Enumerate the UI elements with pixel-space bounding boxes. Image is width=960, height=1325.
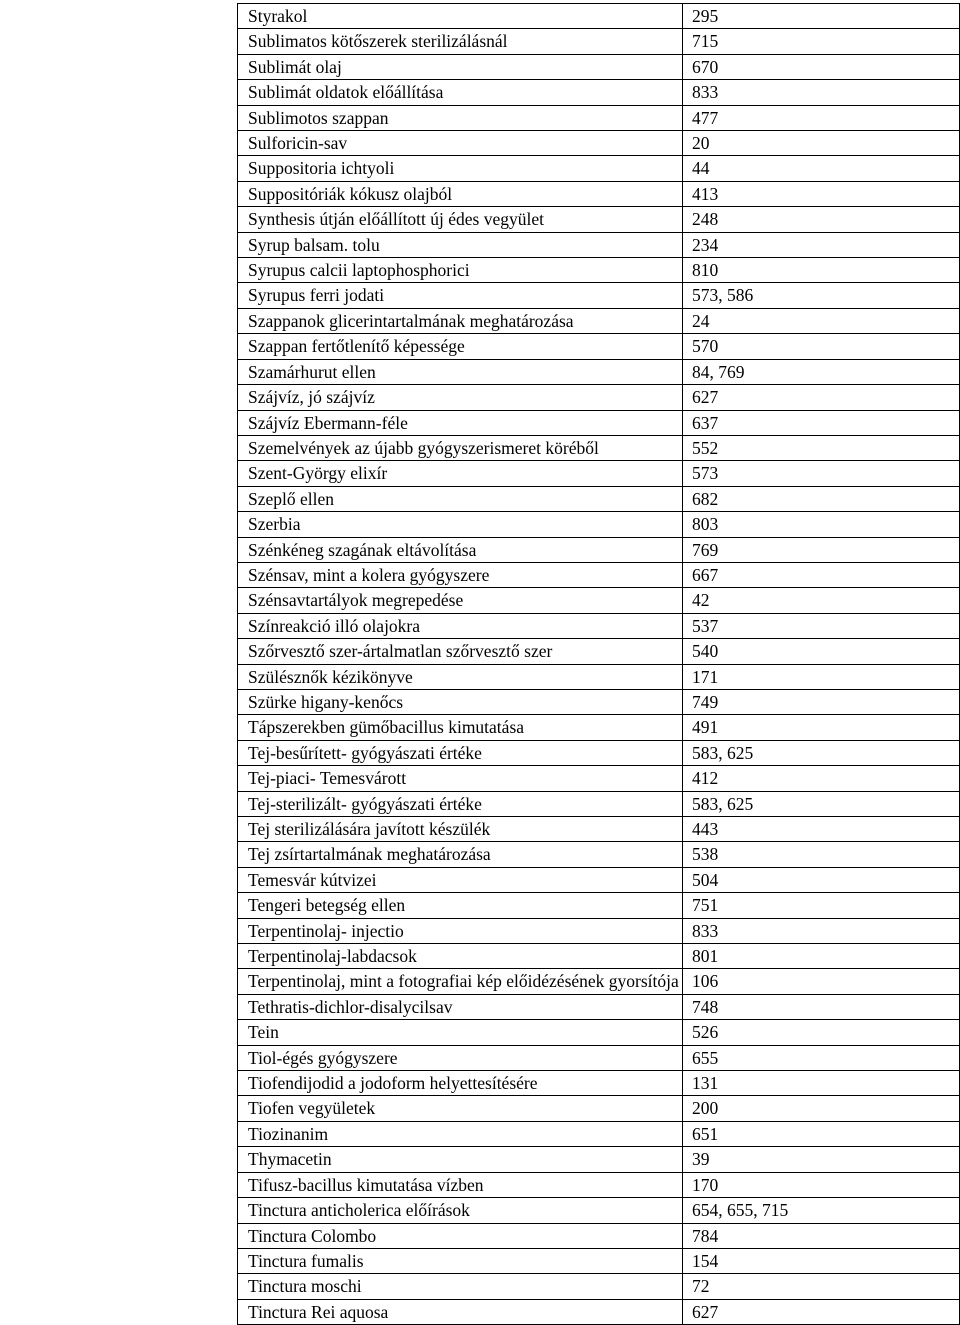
index-page-numbers: 655 xyxy=(683,1045,960,1070)
index-page-numbers: 491 xyxy=(683,715,960,740)
index-row xyxy=(238,918,960,943)
index-term: Thymacetin xyxy=(238,1147,683,1172)
index-row xyxy=(238,664,960,689)
index-page-numbers: 131 xyxy=(683,1071,960,1096)
index-row xyxy=(238,29,960,54)
index-page-numbers: 526 xyxy=(683,1020,960,1045)
index-page-numbers: 670 xyxy=(683,54,960,79)
index-page-numbers: 443 xyxy=(683,817,960,842)
index-row xyxy=(238,80,960,105)
index-term: Szappan fertőtlenítő képessége xyxy=(238,334,683,359)
index-term: Szénsavtartályok megrepedése xyxy=(238,588,683,613)
index-term: Szerbia xyxy=(238,512,683,537)
index-page-numbers: 682 xyxy=(683,486,960,511)
index-page-numbers: 295 xyxy=(683,4,960,29)
index-page-numbers: 171 xyxy=(683,664,960,689)
index-term: Terpentinolaj-labdacsok xyxy=(238,944,683,969)
index-page-numbers: 20 xyxy=(683,131,960,156)
index-term: Szappanok glicerintartalmának meghatározása xyxy=(238,308,683,333)
index-row xyxy=(238,1096,960,1121)
index-row xyxy=(238,842,960,867)
index-term: Sulforicin-sav xyxy=(238,131,683,156)
index-row xyxy=(238,1223,960,1248)
index-row xyxy=(238,689,960,714)
index-page-numbers: 24 xyxy=(683,308,960,333)
index-term: Szénsav, mint a kolera gyógyszere xyxy=(238,562,683,587)
index-term: Szürke higany-kenőcs xyxy=(238,689,683,714)
index-term: Tej-besűrített- gyógyászati értéke xyxy=(238,740,683,765)
index-page-numbers: 42 xyxy=(683,588,960,613)
index-term: Syrup balsam. tolu xyxy=(238,232,683,257)
index-row xyxy=(238,207,960,232)
index-page-numbers: 715 xyxy=(683,29,960,54)
index-row xyxy=(238,181,960,206)
index-term: Tápszerekben gümőbacillus kimutatása xyxy=(238,715,683,740)
index-table xyxy=(237,3,960,1325)
index-page-numbers: 72 xyxy=(683,1274,960,1299)
index-page-numbers: 583, 625 xyxy=(683,791,960,816)
index-term: Tinctura Colombo xyxy=(238,1223,683,1248)
index-row xyxy=(238,766,960,791)
index-page-numbers: 833 xyxy=(683,80,960,105)
index-page-numbers: 748 xyxy=(683,994,960,1019)
index-row xyxy=(238,283,960,308)
index-row xyxy=(238,334,960,359)
index-term: Szamárhurut ellen xyxy=(238,359,683,384)
index-row xyxy=(238,105,960,130)
index-term: Synthesis útján előállított új édes vegyület xyxy=(238,207,683,232)
index-term: Tej-piaci- Temesvárott xyxy=(238,766,683,791)
index-row xyxy=(238,1172,960,1197)
index-row xyxy=(238,232,960,257)
index-term: Tiol-égés gyógyszere xyxy=(238,1045,683,1070)
index-term: Szeplő ellen xyxy=(238,486,683,511)
index-term: Tiozinanim xyxy=(238,1121,683,1146)
index-term: Tinctura anticholerica előírások xyxy=(238,1198,683,1223)
index-page-numbers: 751 xyxy=(683,893,960,918)
index-row xyxy=(238,537,960,562)
index-page-numbers: 627 xyxy=(683,1299,960,1324)
index-page-numbers: 583, 625 xyxy=(683,740,960,765)
index-row xyxy=(238,156,960,181)
index-row xyxy=(238,1147,960,1172)
index-row xyxy=(238,994,960,1019)
index-page-numbers: 248 xyxy=(683,207,960,232)
index-row xyxy=(238,639,960,664)
index-row xyxy=(238,867,960,892)
index-page-numbers: 810 xyxy=(683,258,960,283)
index-row xyxy=(238,1020,960,1045)
index-row xyxy=(238,1071,960,1096)
index-row xyxy=(238,131,960,156)
index-row xyxy=(238,715,960,740)
index-term: Suppositóriák kókusz olajból xyxy=(238,181,683,206)
index-row xyxy=(238,54,960,79)
index-page-numbers: 84, 769 xyxy=(683,359,960,384)
index-term: Szénkéneg szagának eltávolítása xyxy=(238,537,683,562)
index-row xyxy=(238,791,960,816)
index-row xyxy=(238,588,960,613)
index-term: Styrakol xyxy=(238,4,683,29)
index-row xyxy=(238,1045,960,1070)
index-row xyxy=(238,1274,960,1299)
index-page-numbers: 537 xyxy=(683,613,960,638)
index-row xyxy=(238,258,960,283)
index-page-numbers: 627 xyxy=(683,385,960,410)
index-page-numbers: 170 xyxy=(683,1172,960,1197)
index-row xyxy=(238,435,960,460)
index-page-numbers: 39 xyxy=(683,1147,960,1172)
index-row xyxy=(238,562,960,587)
index-term: Sublimát oldatok előállítása xyxy=(238,80,683,105)
index-page-numbers: 803 xyxy=(683,512,960,537)
index-row xyxy=(238,817,960,842)
index-term: Tiofen vegyületek xyxy=(238,1096,683,1121)
index-row xyxy=(238,512,960,537)
index-row xyxy=(238,359,960,384)
index-row xyxy=(238,613,960,638)
index-term: Szőrvesztő szer-ártalmatlan szőrvesztő szer xyxy=(238,639,683,664)
index-row xyxy=(238,486,960,511)
index-row xyxy=(238,969,960,994)
index-row xyxy=(238,4,960,29)
index-page-numbers: 477 xyxy=(683,105,960,130)
index-page-numbers: 801 xyxy=(683,944,960,969)
index-row xyxy=(238,1248,960,1273)
index-term: Szemelvények az újabb gyógyszerismeret köréből xyxy=(238,435,683,460)
index-page-numbers: 784 xyxy=(683,1223,960,1248)
index-page-numbers: 552 xyxy=(683,435,960,460)
index-term: Sublimotos szappan xyxy=(238,105,683,130)
index-page-numbers: 654, 655, 715 xyxy=(683,1198,960,1223)
index-row xyxy=(238,893,960,918)
index-term: Terpentinolaj- injectio xyxy=(238,918,683,943)
index-row xyxy=(238,1121,960,1146)
index-term: Tein xyxy=(238,1020,683,1045)
index-term: Tinctura Rei aquosa xyxy=(238,1299,683,1324)
index-term: Terpentinolaj, mint a fotografiai kép előidézésének gyorsítója xyxy=(238,969,683,994)
index-page-numbers: 651 xyxy=(683,1121,960,1146)
index-row xyxy=(238,1198,960,1223)
index-row xyxy=(238,740,960,765)
index-page-numbers: 106 xyxy=(683,969,960,994)
index-term: Szájvíz Ebermann-féle xyxy=(238,410,683,435)
index-term: Temesvár kútvizei xyxy=(238,867,683,892)
index-row xyxy=(238,461,960,486)
index-term: Tej sterilizálására javított készülék xyxy=(238,817,683,842)
index-term: Syrupus calcii laptophosphorici xyxy=(238,258,683,283)
index-page-numbers: 637 xyxy=(683,410,960,435)
index-term: Tej-sterilizált- gyógyászati értéke xyxy=(238,791,683,816)
index-term: Tinctura fumalis xyxy=(238,1248,683,1273)
index-row xyxy=(238,308,960,333)
index-term: Syrupus ferri jodati xyxy=(238,283,683,308)
index-term: Suppositoria ichtyoli xyxy=(238,156,683,181)
index-page-numbers: 504 xyxy=(683,867,960,892)
index-page-numbers: 44 xyxy=(683,156,960,181)
index-page-numbers: 154 xyxy=(683,1248,960,1273)
index-term: Tej zsírtartalmának meghatározása xyxy=(238,842,683,867)
index-term: Tethratis-dichlor-disalycilsav xyxy=(238,994,683,1019)
index-row xyxy=(238,944,960,969)
index-term: Sublimatos kötőszerek sterilizálásnál xyxy=(238,29,683,54)
index-term: Szájvíz, jó szájvíz xyxy=(238,385,683,410)
index-page-numbers: 573 xyxy=(683,461,960,486)
index-page-numbers: 667 xyxy=(683,562,960,587)
index-page-numbers: 540 xyxy=(683,639,960,664)
index-page-numbers: 200 xyxy=(683,1096,960,1121)
index-page-numbers: 570 xyxy=(683,334,960,359)
index-page-numbers: 573, 586 xyxy=(683,283,960,308)
index-page-numbers: 749 xyxy=(683,689,960,714)
index-term: Tengeri betegség ellen xyxy=(238,893,683,918)
index-page-numbers: 412 xyxy=(683,766,960,791)
index-term: Tinctura moschi xyxy=(238,1274,683,1299)
index-page-numbers: 833 xyxy=(683,918,960,943)
index-term: Színreakció illó olajokra xyxy=(238,613,683,638)
index-term: Sublimát olaj xyxy=(238,54,683,79)
index-page-numbers: 538 xyxy=(683,842,960,867)
index-row xyxy=(238,385,960,410)
index-page-numbers: 769 xyxy=(683,537,960,562)
index-page-numbers: 413 xyxy=(683,181,960,206)
index-page-numbers: 234 xyxy=(683,232,960,257)
index-row xyxy=(238,1299,960,1324)
index-row xyxy=(238,410,960,435)
index-term: Szülésznők kézikönyve xyxy=(238,664,683,689)
index-table-body xyxy=(238,4,960,1325)
index-term: Tiofendijodid a jodoform helyettesítésére xyxy=(238,1071,683,1096)
index-term: Szent-György elixír xyxy=(238,461,683,486)
index-term: Tifusz-bacillus kimutatása vízben xyxy=(238,1172,683,1197)
